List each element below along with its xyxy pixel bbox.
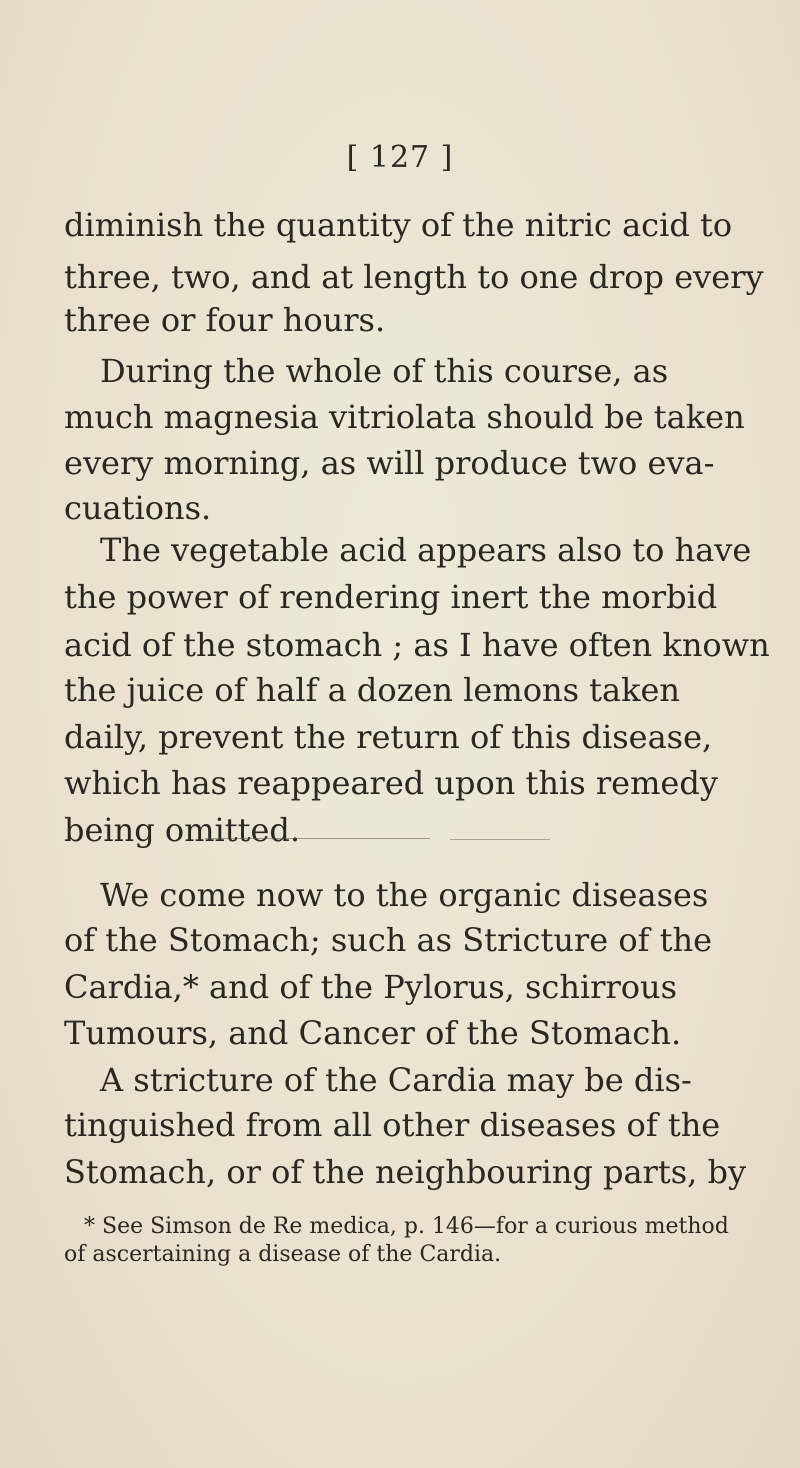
text-line-11: the juice of half a dozen lemons taken — [64, 671, 681, 709]
text-line-6: every morning, as will produce two eva- — [64, 444, 715, 482]
text-line-3: three or four hours. — [64, 301, 386, 339]
text-line-7: cuations. — [64, 489, 212, 527]
section-divider-tail — [450, 839, 550, 840]
text-line-2: three, two, and at length to one drop every — [64, 258, 764, 296]
text-line-15: We come now to the organic diseases — [100, 876, 709, 914]
text-line-12: daily, prevent the return of this disease, — [64, 718, 713, 756]
text-line-14: being omitted. — [64, 811, 301, 849]
page-number: [ 127 ] — [346, 140, 454, 175]
text-line-16: of the Stomach; such as Stricture of the — [64, 921, 713, 959]
text-line-18: Tumours, and Cancer of the Stomach. — [64, 1014, 682, 1052]
text-line-10: acid of the stomach ; as I have often known — [64, 626, 770, 664]
text-line-4: During the whole of this course, as — [100, 352, 669, 390]
text-line-9: the power of rendering inert the morbid — [64, 578, 718, 616]
text-line-21: Stomach, or of the neighbouring parts, by — [64, 1153, 747, 1191]
footnote-line-1: * See Simson de Re medica, p. 146—for a curious method — [84, 1214, 729, 1239]
text-line-17: Cardia,* and of the Pylorus, schirrous — [64, 968, 678, 1006]
text-line-1: diminish the quantity of the nitric acid to — [64, 206, 733, 244]
text-line-19: A stricture of the Cardia may be dis- — [100, 1061, 692, 1099]
footnote-line-2: of ascertaining a disease of the Cardia. — [64, 1242, 502, 1267]
text-line-8: The vegetable acid appears also to have — [100, 531, 752, 569]
section-divider — [205, 838, 430, 839]
text-line-13: which has reappeared upon this remedy — [64, 764, 718, 802]
text-line-20: tinguished from all other diseases of the — [64, 1106, 721, 1144]
text-line-5: much magnesia vitriolata should be taken — [64, 398, 745, 436]
